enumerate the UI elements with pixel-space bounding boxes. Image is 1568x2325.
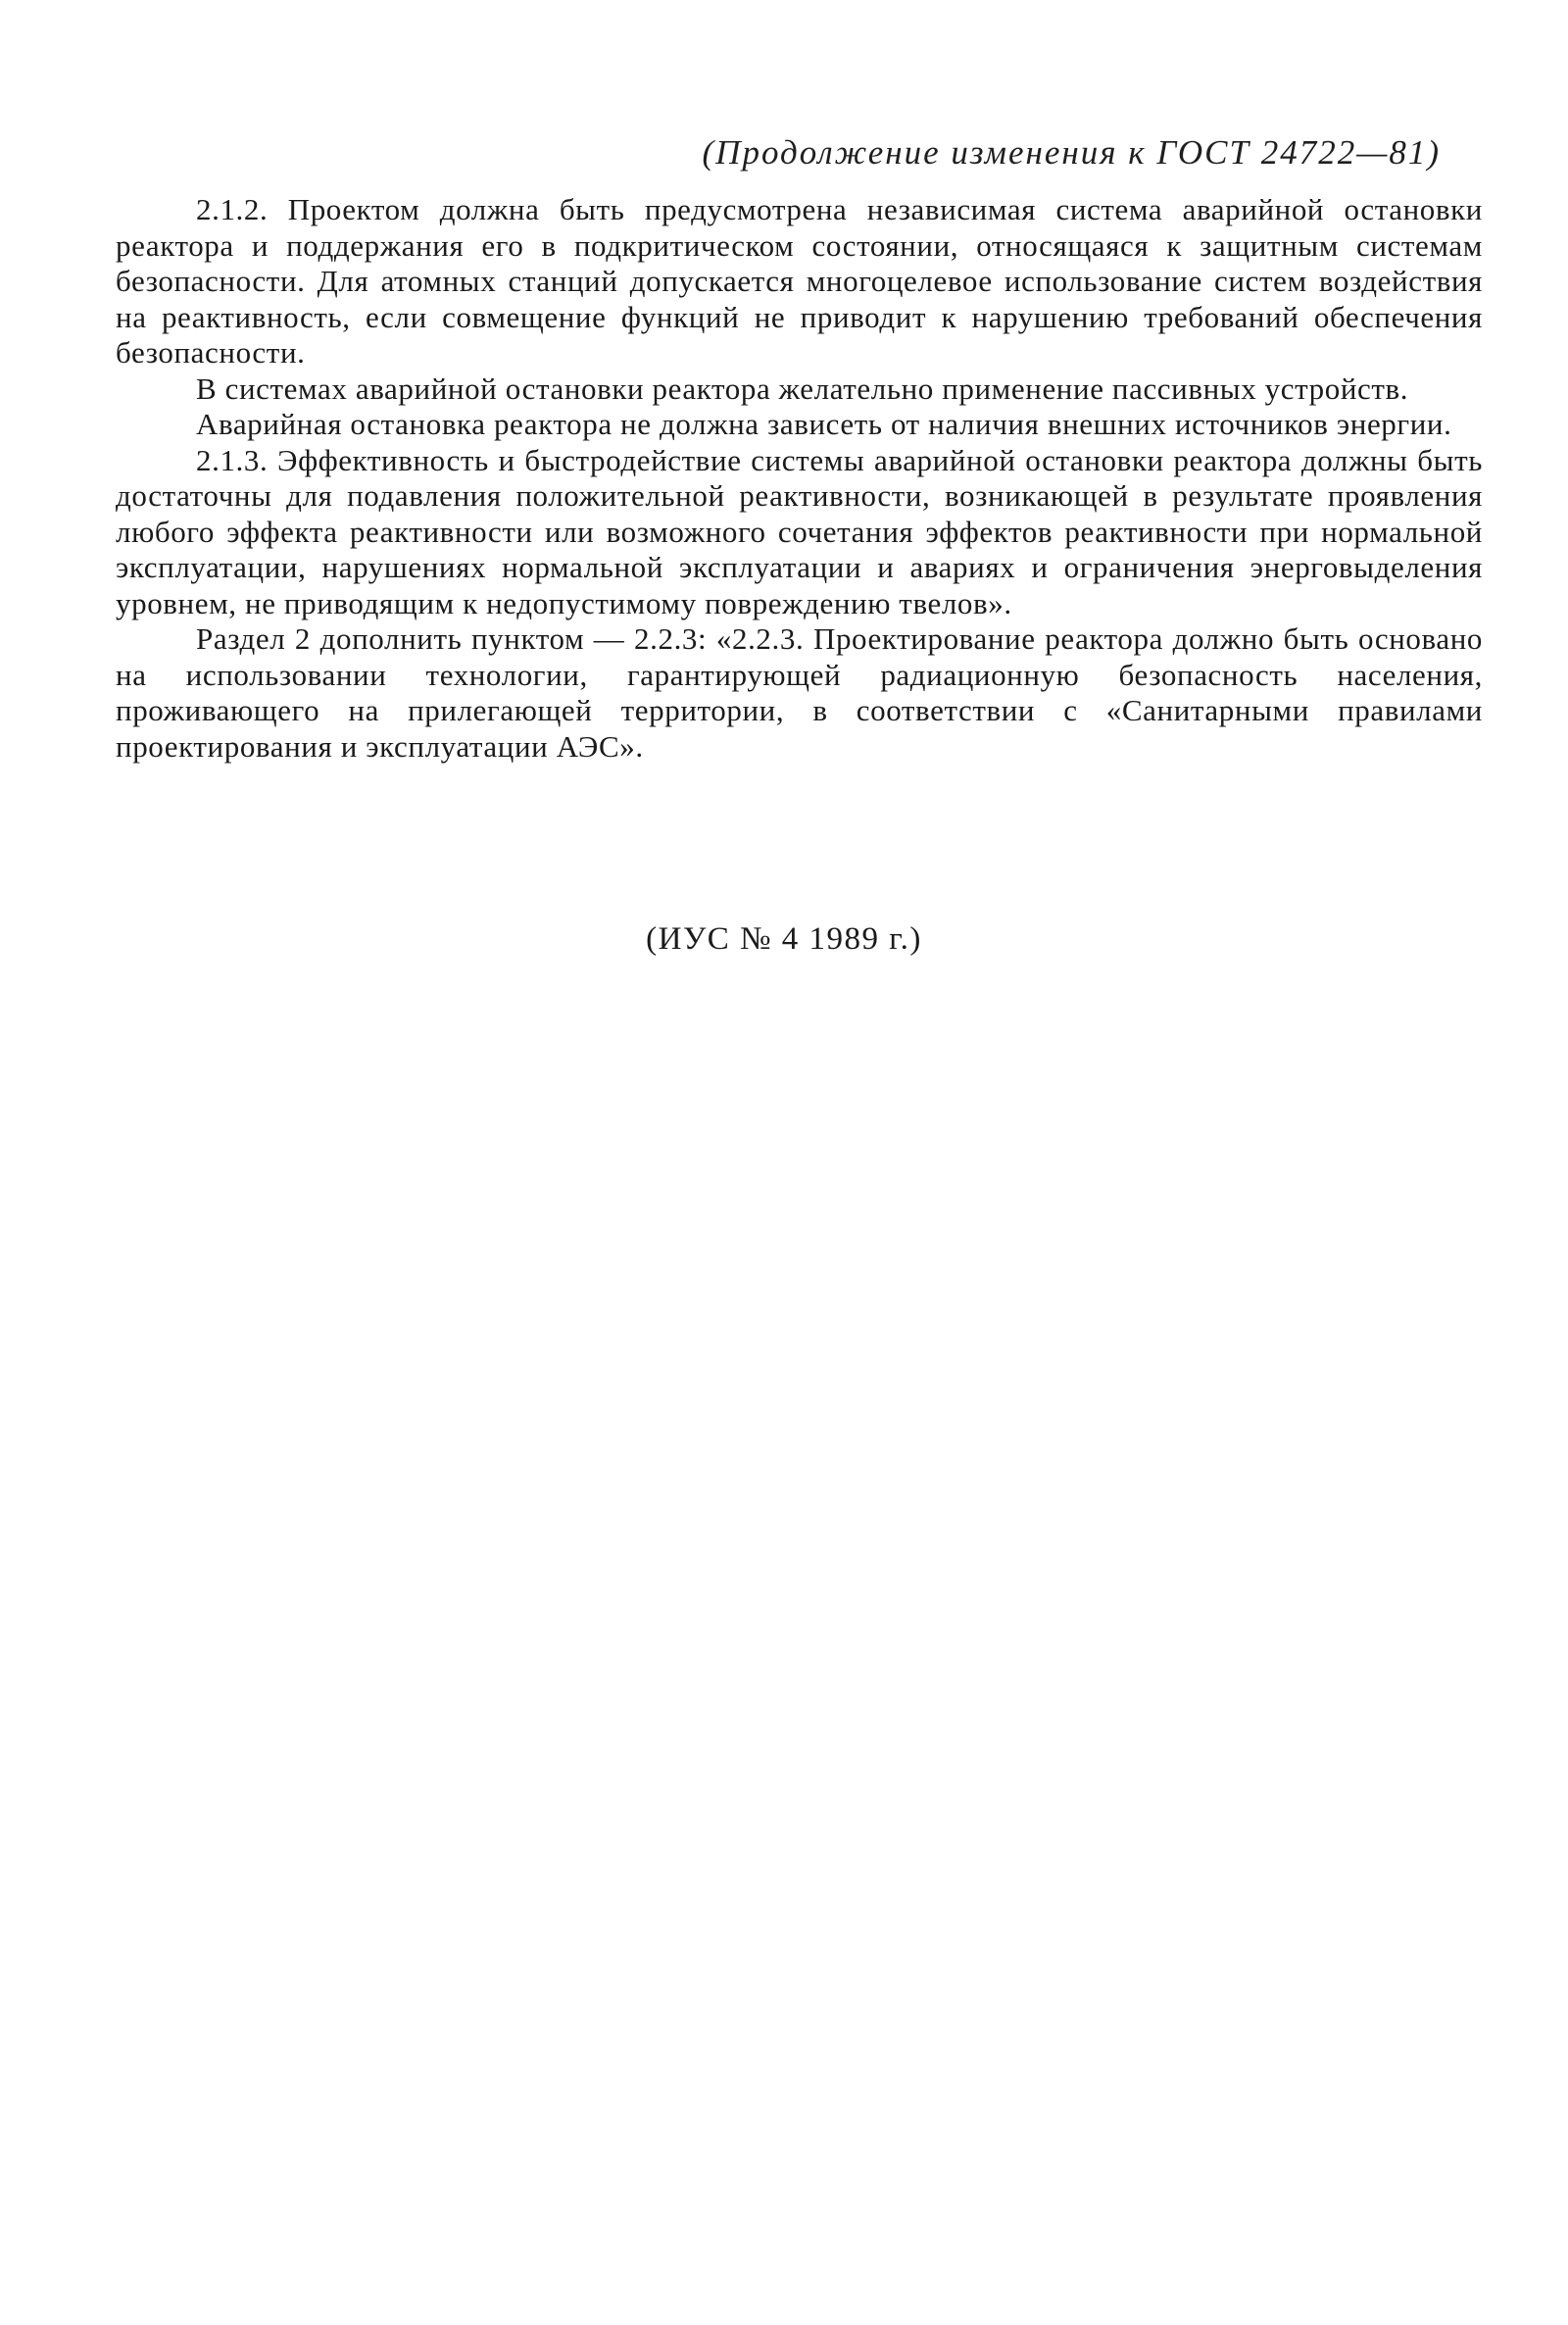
continuation-header: (Продолжение изменения к ГОСТ 24722—81) (702, 133, 1441, 172)
paragraph-2-1-3: 2.1.3. Эффективность и быстродействие системы аварийной остановки реактора должны быть достаточны для подавления положительной реактивности, возникающей в результате проявления любого эффекта реактивности или возможного сочетания эффектов реактивности при нормальной эксплуатации, нарушениях нормальной эксплуатации и авариях и ограничения энерговыделения уровнем, не приводящим к недопустимому повреждению твелов». (116, 442, 1483, 620)
ius-citation: (ИУС № 4 1989 г.) (646, 921, 922, 957)
paragraph-section-2-addition: Раздел 2 дополнить пунктом — 2.2.3: «2.2.3. Проектирование реактора должно быть основано на использовании технологии, гарантирующей радиационную безопасность населения, проживающего на прилегающей территории, в соответствии с «Санитарными правилами проектирования и эксплуатации АЭС». (116, 621, 1483, 764)
paragraph-2-1-2: 2.1.2. Проектом должна быть предусмотрена независимая система аварийной остановки реактора и поддержания его в подкритическом состоянии, относящаяся к защитным системам безопасности. Для атомных станций допускается многоцелевое использование систем воздействия на реактивность, если совмещение функций не приводит к нарушению требований обеспечения безопасности. (116, 192, 1483, 370)
document-body (116, 192, 1483, 765)
paragraph-passive-devices: В системах аварийной остановки реактора желательно применение пассивных устройств. (196, 371, 1409, 406)
paragraph-external-energy: Аварийная остановка реактора не должна зависеть от наличия внешних источников энергии. (196, 407, 1452, 441)
